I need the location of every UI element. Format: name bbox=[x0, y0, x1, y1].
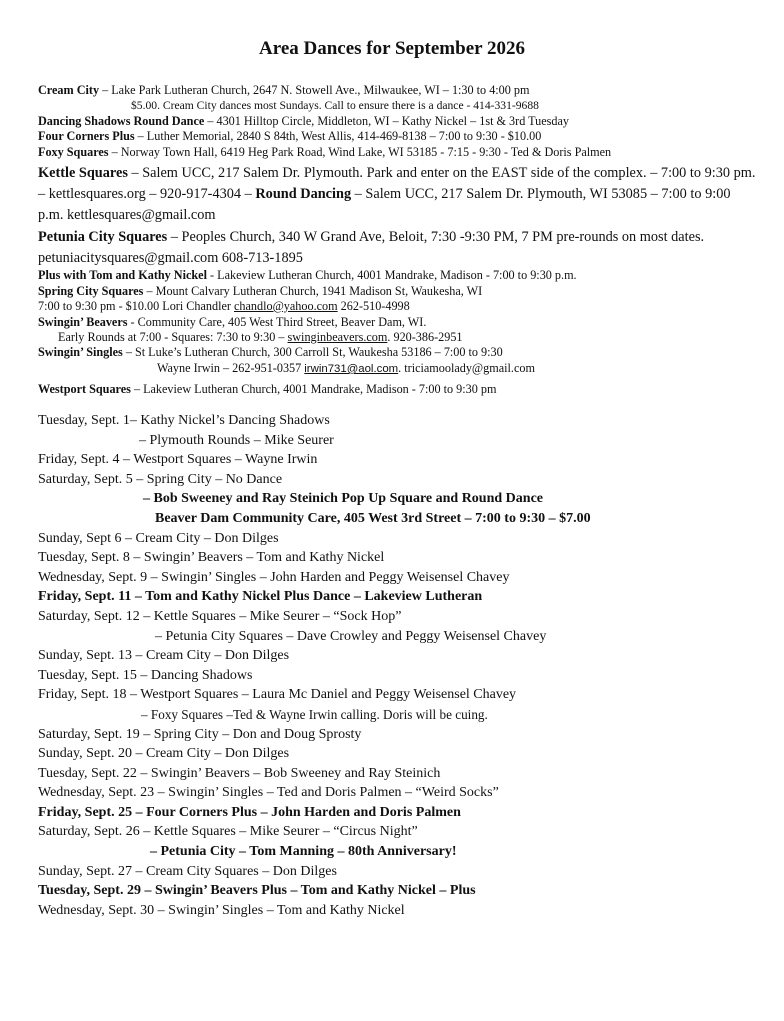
club-details: Early Rounds at 7:00 - Squares: 7:30 to 9:30 – bbox=[58, 330, 288, 344]
club-details: 7:00 to 9:30 pm - $10.00 Lori Chandler bbox=[38, 299, 234, 313]
schedule-entry: Saturday, Sept. 19 – Spring City – Don and Doug Sprosty bbox=[38, 726, 362, 742]
club-list bbox=[38, 83, 758, 399]
club-spring-city-details bbox=[38, 300, 758, 316]
club-foxy-squares bbox=[38, 146, 758, 163]
club-details: - Community Care, 405 West Third Street, Beaver Dam, WI. bbox=[127, 315, 427, 329]
schedule-entry: Tuesday, Sept. 1– Kathy Nickel’s Dancing Shadows bbox=[38, 413, 330, 428]
club-name: Cream City bbox=[38, 83, 100, 97]
schedule-entry: – Plymouth Rounds – Mike Seurer bbox=[139, 432, 334, 448]
schedule-entry: Friday, Sept. 25 – Four Corners Plus – John Harden and Doris Palmen bbox=[38, 804, 461, 820]
club-swingin-singles-details bbox=[38, 362, 758, 380]
club-details: – Salem UCC, 217 Salem Dr. Plymouth. Park and enter on the EAST side of the complex. – 7:00 to 9:30 pm. – kettlesquares.org – 920-917-4304 – bbox=[38, 165, 756, 202]
club-details: – Lakeview Lutheran Church, 4001 Mandrake, Madison - 7:00 to 9:30 pm bbox=[130, 382, 497, 396]
schedule-entry: Sunday, Sept 6 – Cream City – Don Dilges bbox=[38, 530, 279, 546]
schedule-entry: Saturday, Sept. 12 – Kettle Squares – Mike Seurer – “Sock Hop” bbox=[38, 608, 402, 624]
schedule-entry: Saturday, Sept. 5 – Spring City – No Dance bbox=[38, 471, 283, 487]
round-dancing-label: Round Dancing bbox=[255, 186, 352, 202]
club-name: Swingin’ Singles bbox=[38, 345, 123, 359]
schedule-entry: Wednesday, Sept. 30 – Swingin’ Singles – Tom and Kathy Nickel bbox=[38, 902, 405, 918]
club-details: Wayne Irwin – 262-951-0357 bbox=[157, 361, 305, 375]
club-details: – Lake Park Lutheran Church, 2647 N. Stowell Ave., Milwaukee, WI – 1:30 to 4:00 pm bbox=[99, 83, 530, 97]
schedule-entry: Wednesday, Sept. 9 – Swingin’ Singles – John Harden and Peggy Weisensel Chavey bbox=[38, 569, 510, 585]
club-westport bbox=[38, 380, 758, 399]
dance-schedule bbox=[38, 411, 758, 920]
schedule-entry: Friday, Sept. 18 – Westport Squares – Laura Mc Daniel and Peggy Weisensel Chavey bbox=[38, 687, 517, 703]
email-link[interactable]: chandlo@yahoo.com bbox=[234, 299, 338, 313]
club-name: Kettle Squares bbox=[38, 165, 128, 181]
club-details: – Luther Memorial, 2840 S 84th, West Allis, 414-469-8138 – 7:00 to 9:30 - $10.00 bbox=[134, 129, 542, 143]
schedule-entry: Sunday, Sept. 13 – Cream City – Don Dilges bbox=[38, 648, 290, 664]
schedule-entry: Saturday, Sept. 26 – Kettle Squares – Mike Seurer – “Circus Night” bbox=[38, 824, 418, 840]
club-phone: 262-510-4998 bbox=[337, 299, 410, 313]
club-name: Swingin’ Beavers bbox=[38, 315, 128, 329]
club-details: – Salem UCC, 217 Salem Dr. Plymouth, WI 53085 – 7:00 to 9:00 p.m. kettlesquares@gmail.com bbox=[38, 186, 731, 223]
schedule-entry: – Foxy Squares –Ted & Wayne Irwin calling. Doris will be cuing. bbox=[141, 706, 488, 722]
schedule-entry: – Bob Sweeney and Ray Steinich Pop Up Square and Round Dance bbox=[143, 491, 543, 507]
club-cream-city-details bbox=[38, 100, 758, 115]
schedule-entry: Tuesday, Sept. 29 – Swingin’ Beavers Plus – Tom and Kathy Nickel – Plus bbox=[38, 883, 476, 899]
club-kettle-squares bbox=[38, 163, 758, 227]
schedule-entry: Tuesday, Sept. 8 – Swingin’ Beavers – Tom and Kathy Nickel bbox=[38, 550, 385, 566]
club-name: Foxy Squares bbox=[38, 145, 109, 159]
schedule-entry: – Petunia City Squares – Dave Crowley and Peggy Weisensel Chavey bbox=[155, 628, 547, 644]
schedule-entry: Beaver Dam Community Care, 405 West 3rd Street – 7:00 to 9:30 – $7.00 bbox=[155, 510, 591, 526]
club-details: - Lakeview Lutheran Church, 4001 Mandrake, Madison - 7:00 to 9:30 p.m. bbox=[206, 268, 577, 282]
club-details: – 4301 Hilltop Circle, Middleton, WI – Kathy Nickel – 1st & 3rd Tuesday bbox=[204, 114, 569, 128]
club-name: Westport Squares bbox=[38, 382, 131, 396]
schedule-entry: Friday, Sept. 4 – Westport Squares – Wayne Irwin bbox=[38, 452, 318, 468]
club-name: Petunia City Squares bbox=[38, 229, 168, 245]
website-link[interactable]: swinginbeavers.com bbox=[287, 330, 388, 344]
schedule-entry: Tuesday, Sept. 15 – Dancing Shadows bbox=[38, 667, 253, 683]
club-details: – Norway Town Hall, 6419 Heg Park Road, Wind Lake, WI 53185 - 7:15 - 9:30 - Ted & Doris Palmen bbox=[108, 145, 612, 159]
club-details: – St Luke’s Lutheran Church, 300 Carroll St, Waukesha 53186 – 7:00 to 9:30 bbox=[122, 345, 503, 359]
schedule-entry: Friday, Sept. 11 – Tom and Kathy Nickel Plus Dance – Lakeview Lutheran bbox=[38, 589, 483, 605]
club-name: Plus with Tom and Kathy Nickel bbox=[38, 268, 207, 282]
schedule-entry: Wednesday, Sept. 23 – Swingin’ Singles – Ted and Doris Palmen – “Weird Socks” bbox=[38, 785, 499, 801]
schedule-entry: Sunday, Sept. 20 – Cream City – Don Dilges bbox=[38, 746, 290, 762]
schedule-entry: Tuesday, Sept. 22 – Swingin’ Beavers – Bob Sweeney and Ray Steinich bbox=[38, 765, 441, 781]
club-details: – Peoples Church, 340 W Grand Ave, Beloit, 7:30 -9:30 PM, 7 PM pre-rounds on most dates. petuniacitysquares@gmail.com 608-713-1895 bbox=[38, 229, 705, 266]
schedule-entry: Sunday, Sept. 27 – Cream City Squares – Don Dilges bbox=[38, 863, 337, 879]
club-cream-city bbox=[38, 83, 758, 100]
page-title: Area Dances for September 2026 bbox=[259, 38, 525, 59]
club-name: Spring City Squares bbox=[38, 284, 144, 298]
club-details: – Mount Calvary Lutheran Church, 1941 Madison St, Waukesha, WI bbox=[143, 284, 483, 298]
club-details: $5.00. Cream City dances most Sundays. Call to ensure there is a dance - 414-331-9688 bbox=[131, 99, 539, 112]
club-email: . triciamoolady@gmail.com bbox=[398, 361, 535, 375]
email-link[interactable]: irwin731@aol.com bbox=[304, 363, 399, 375]
schedule-entry: – Petunia City – Tom Manning – 80th Anniversary! bbox=[150, 844, 457, 860]
club-swingin-beavers bbox=[38, 316, 758, 331]
club-name: Four Corners Plus bbox=[38, 129, 135, 143]
club-dancing-shadows bbox=[38, 115, 758, 130]
club-spring-city bbox=[38, 285, 758, 300]
club-phone: . 920-386-2951 bbox=[387, 330, 463, 344]
club-four-corners bbox=[38, 130, 758, 146]
club-petunia-city bbox=[38, 227, 758, 269]
club-swingin-beavers-details bbox=[38, 331, 758, 346]
club-plus-nickel bbox=[38, 269, 758, 285]
club-swingin-singles bbox=[38, 346, 758, 362]
club-name: Dancing Shadows Round Dance bbox=[38, 114, 205, 128]
